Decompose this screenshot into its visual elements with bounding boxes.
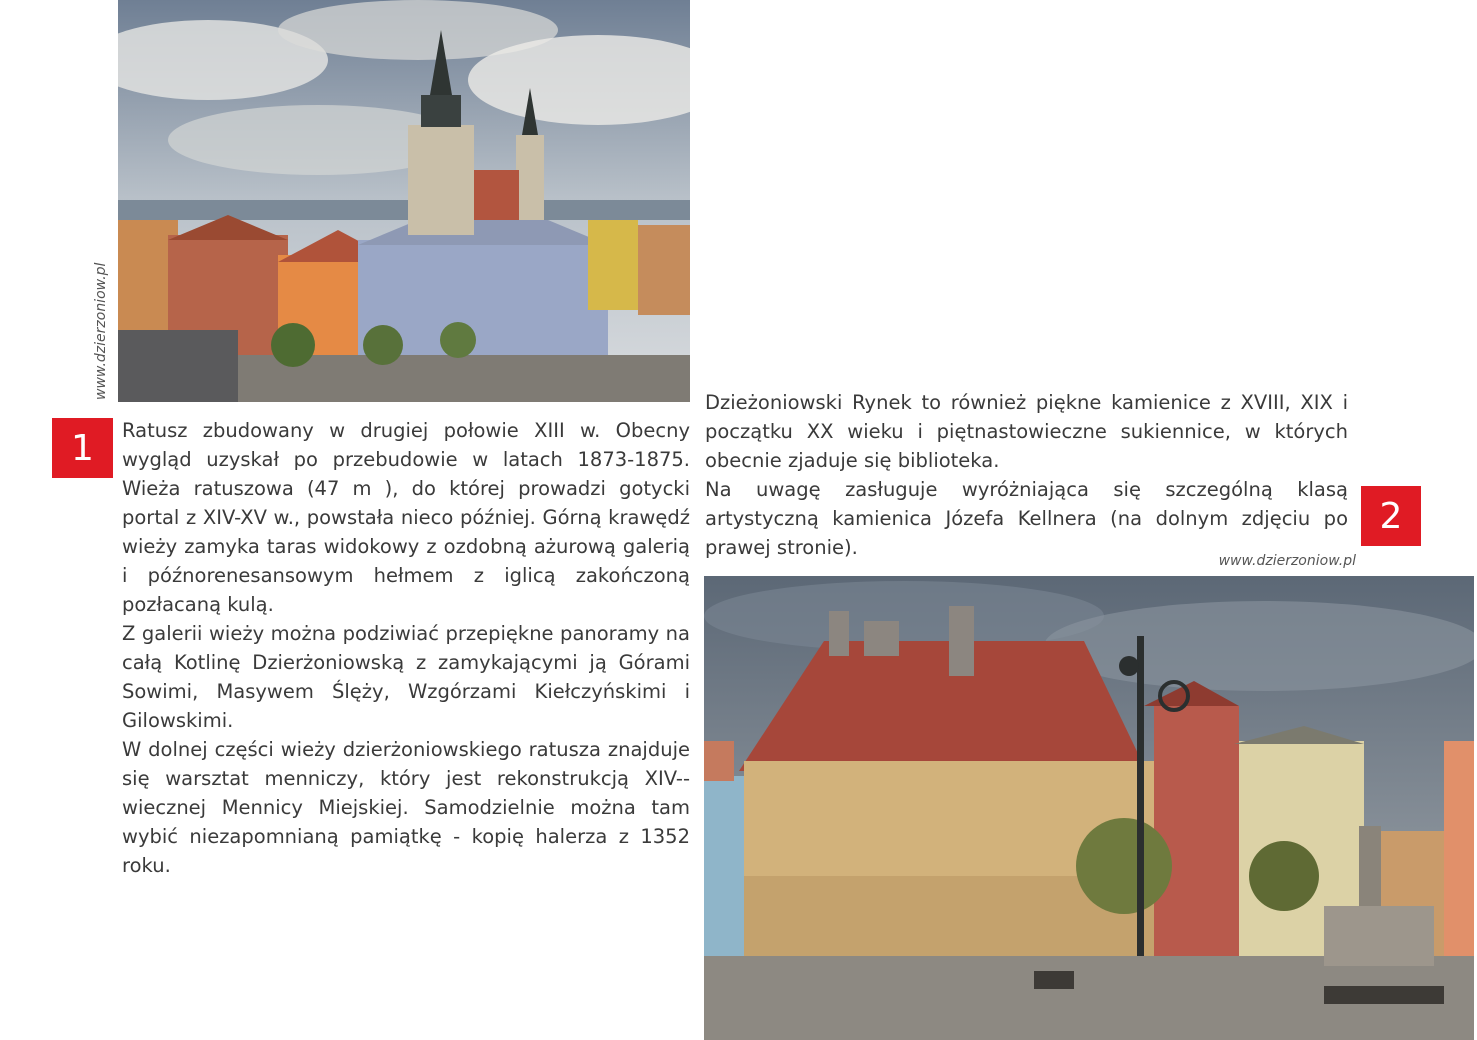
paragraph: Z galerii wieży można podziwiać przepiękne panoramy na całą Kotlinę Dzierżoniowską z zamykającymi ją Górami Sowimi, Masywem Ślęży, Wzgórzami Kiełczyńskimi i Gilowskimi. — [122, 622, 690, 732]
section1-text — [122, 416, 690, 880]
section-number-badge: 1 — [52, 418, 113, 478]
paragraph: W dolnej części wieży dzierżoniowskiego ratusza znajduje się warsztat menniczy, który jest rekonstrukcją XIV--wiecznej Mennicy Miejskiej. Samodzielnie można tam wybić niezapomnianą pamiątkę - kopię halerza z 1352 roku. — [122, 738, 690, 877]
town-hall-photo — [118, 0, 690, 402]
paragraph: Na uwagę zasługuje wyróżniająca się szczególną klasą artystyczną kamienica Józefa Kellnera (na dolnym zdjęciu po prawej stronie). — [705, 478, 1348, 559]
section2-text — [705, 388, 1348, 562]
market-square-photo — [704, 576, 1474, 1040]
paragraph: Ratusz zbudowany w drugiej połowie XIII w. Obecny wygląd uzyskał po przebudowie w latach 1873-1875. Wieża ratuszowa (47 m ), do której prowadzi gotycki portal z XIV-XV w., powstała nieco później. Górną krawędź wieży zamyka taras widokowy z ozdobną ażurową galerią i późnorenesansowym hełmem z iglicą zakończoną pozłacaną kulą. — [122, 419, 690, 616]
section-number-badge: 2 — [1361, 486, 1421, 546]
paragraph: Dzieżoniowski Rynek to również piękne kamienice z XVIII, XIX i początku XX wieku i piętnastowieczne sukiennice, w których obecnie zjaduje się biblioteka. — [705, 391, 1348, 472]
photo2-credit: www.dzierzoniow.pl — [1218, 553, 1356, 569]
photo1-credit: www.dzierzoniow.pl — [93, 262, 109, 400]
